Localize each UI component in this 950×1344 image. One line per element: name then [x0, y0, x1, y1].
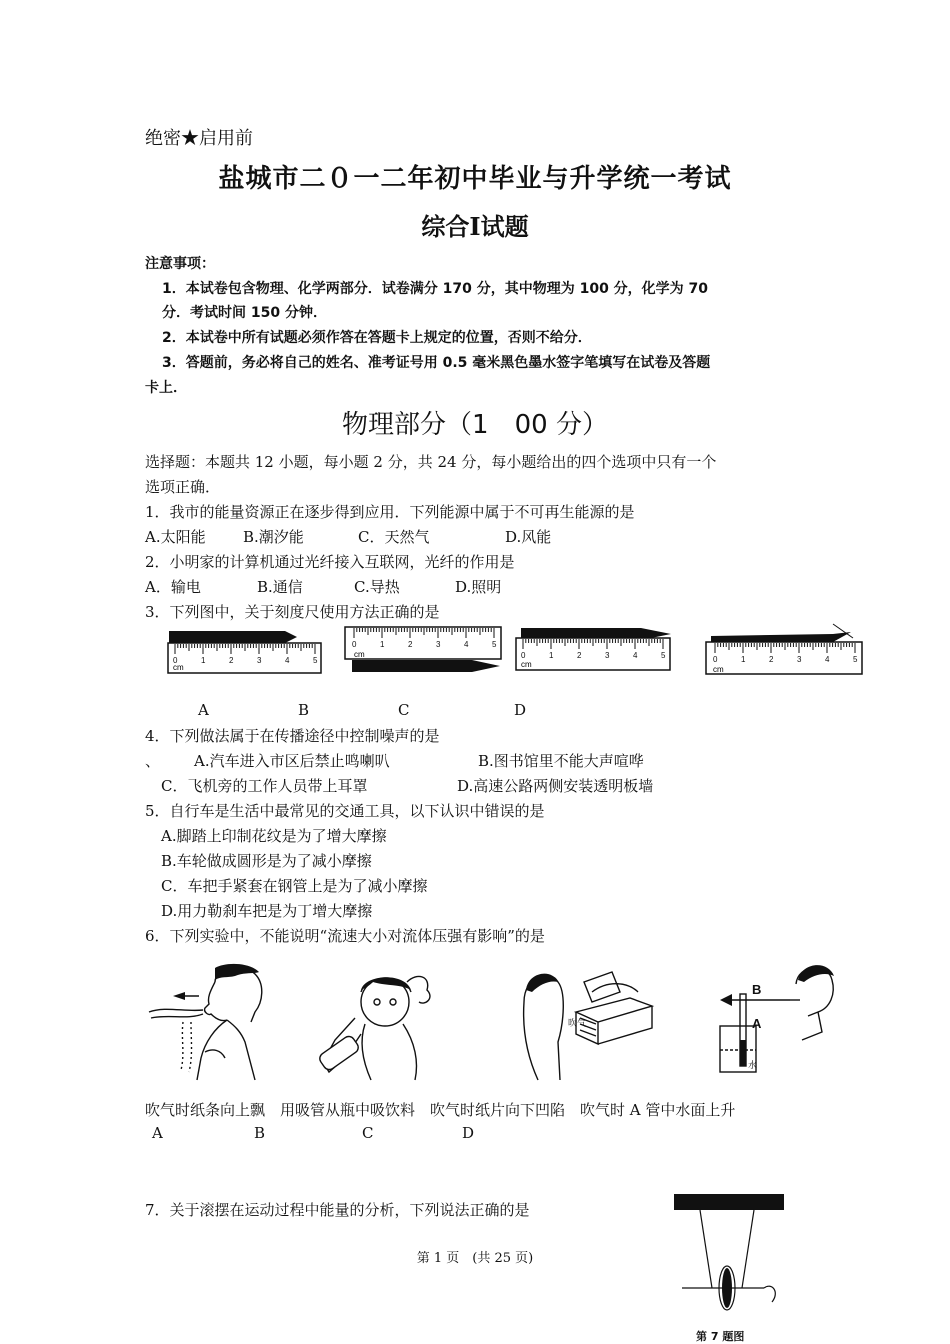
q1-option-b: B.潮汐能	[243, 528, 304, 546]
q6-captions: 吹气时纸条向上飘 用吸管从瓶中吸饮料 吹气时纸片向下凹陷 吹气时 A 管中水面上升	[145, 1101, 736, 1119]
notice-item-1: 1．本试卷包含物理、化学两部分．试卷满分 170 分，其中物理为 100 分，化学为 70	[162, 281, 709, 297]
q5-option-c: C．车把手紧套在钢管上是为了减小摩擦	[161, 877, 428, 895]
q3-stem: 3．下列图中，关于刻度尺使用方法正确的是	[145, 603, 440, 621]
ruler-tick-label: 4	[285, 656, 290, 665]
svg-text:cm: cm	[173, 663, 184, 672]
q4-stem: 4．下列做法属于在传播途径中控制噪声的是	[145, 727, 440, 745]
q4-option-d: D.高速公路两侧安装透明板墙	[457, 777, 654, 795]
ruler-figure-d	[703, 622, 867, 678]
subject-title: 综合Ⅰ试题	[421, 212, 529, 241]
q2-stem: 2．小明家的计算机通过光纤接入互联网，光纤的作用是	[145, 553, 515, 571]
ruler-tick-label: 2	[408, 640, 413, 649]
ruler-tick-label: 1	[549, 651, 554, 660]
q2-option-d: D.照明	[455, 578, 502, 596]
ruler-tick-label: 3	[797, 655, 802, 664]
q6-figure-d-label-b: B	[752, 982, 762, 997]
ruler-tick-label: 1	[741, 655, 746, 664]
ruler-tick-label: 2	[229, 656, 234, 665]
q7-figure-caption: 第 7 题图	[696, 1330, 745, 1343]
svg-text:cm: cm	[521, 660, 532, 669]
q1-option-c: C．天然气	[358, 528, 430, 546]
q6-label-d: D	[462, 1124, 475, 1142]
ruler-tick-label: 0	[521, 651, 526, 660]
ruler-tick-label: 4	[464, 640, 469, 649]
q3-label-c: C	[398, 701, 410, 719]
q5-option-d: D.用力勒刹车把是为丁增大摩擦	[161, 902, 373, 920]
svg-text:cm: cm	[354, 650, 365, 659]
q4-option-c: C．飞机旁的工作人员带上耳罩	[161, 777, 368, 795]
notice-item-1-cont: 分．考试时间 150 分钟．	[162, 305, 327, 321]
q5-option-b: B.车轮做成圆形是为了减小摩擦	[161, 852, 372, 870]
q2-option-b: B.通信	[257, 578, 303, 596]
ruler-figure-a	[165, 627, 325, 677]
svg-text:cm: cm	[713, 665, 724, 674]
section-intro-cont: 选项正确．	[145, 478, 221, 496]
ruler-tick-label: 5	[313, 656, 318, 665]
page-footer: 第 1 页 (共 25 页)	[416, 1251, 534, 1266]
ruler-tick-label: 5	[661, 651, 666, 660]
q1-option-d: D.风能	[505, 528, 552, 546]
q1-stem: 1．我市的能量资源正在逐步得到应用．下列能源中属于不可再生能源的是	[145, 503, 635, 521]
q4-option-b: B.图书馆里不能大声喧哗	[478, 752, 644, 770]
ruler-tick-label: 5	[492, 640, 497, 649]
ruler-tick-label: 3	[436, 640, 441, 649]
ruler-tick-label: 2	[577, 651, 582, 660]
ruler-figure-b	[342, 624, 507, 674]
ruler-tick-label: 0	[173, 656, 178, 665]
ruler-tick-label: 3	[605, 651, 610, 660]
q6-figure-c-text: 吹气	[568, 1018, 587, 1028]
ruler-tick-label: 2	[769, 655, 774, 664]
q1-option-a: A.太阳能	[145, 528, 206, 546]
section-title: 物理部分（1 00 分）	[342, 410, 608, 440]
q6-label-a: A	[152, 1124, 163, 1142]
ruler-figure-c	[513, 624, 675, 674]
q6-figure-c	[520, 962, 660, 1082]
q7-stem: 7．关于滚摆在运动过程中能量的分析，下列说法正确的是	[145, 1201, 530, 1219]
q3-label-a: A	[198, 701, 209, 719]
q6-figure-d	[718, 960, 848, 1080]
notice-item-3-cont: 卡上．	[145, 380, 187, 396]
q3-label-b: B	[298, 701, 310, 719]
notice-item-2: 2．本试卷中所有试题必须作答在答题卡上规定的位置，否则不给分．	[162, 330, 592, 346]
q6-label-b: B	[254, 1124, 266, 1142]
ruler-tick-label: 1	[380, 640, 385, 649]
q6-figure-a	[145, 962, 270, 1082]
secrecy-label: 绝密★启用前	[145, 128, 253, 149]
q6-stem: 6．下列实验中，不能说明“流速大小对流体压强有影响”的是	[145, 927, 545, 945]
q2-option-c: C.导热	[354, 578, 400, 596]
exam-title: 盐城市二０一二年初中毕业与升学统一考试	[218, 164, 732, 194]
notice-heading: 注意事项：	[145, 256, 215, 272]
notice-item-3: 3．答题前，务必将自己的姓名、准考证号用 0.5 毫米黑色墨水签字笔填写在试卷及答题	[162, 355, 711, 371]
q6-figure-d-water: 水	[748, 1060, 758, 1070]
q5-stem: 5．自行车是生活中最常见的交通工具，以下认识中错误的是	[145, 802, 545, 820]
q3-label-d: D	[514, 701, 527, 719]
ruler-tick-label: 4	[633, 651, 638, 660]
ruler-tick-label: 3	[257, 656, 262, 665]
ruler-tick-label: 5	[853, 655, 858, 664]
q6-figure-d-label-a: A	[752, 1016, 762, 1031]
section-intro: 选择题：本题共 12 小题，每小题 2 分，共 24 分，每小题给出的四个选项中只有一个	[145, 453, 717, 471]
q2-option-a: A．输电	[145, 578, 201, 596]
q5-option-a: A.脚踏上印制花纹是为了增大摩擦	[161, 827, 387, 845]
ruler-tick-label: 1	[201, 656, 206, 665]
ruler-tick-label: 0	[713, 655, 718, 664]
q6-figure-b	[315, 962, 445, 1082]
q6-label-c: C	[362, 1124, 374, 1142]
ruler-tick-label: 4	[825, 655, 830, 664]
q4-mark: 、	[145, 752, 161, 770]
q4-option-a: A.汽车进入市区后禁止鸣喇叭	[194, 752, 390, 770]
ruler-tick-label: 0	[352, 640, 357, 649]
